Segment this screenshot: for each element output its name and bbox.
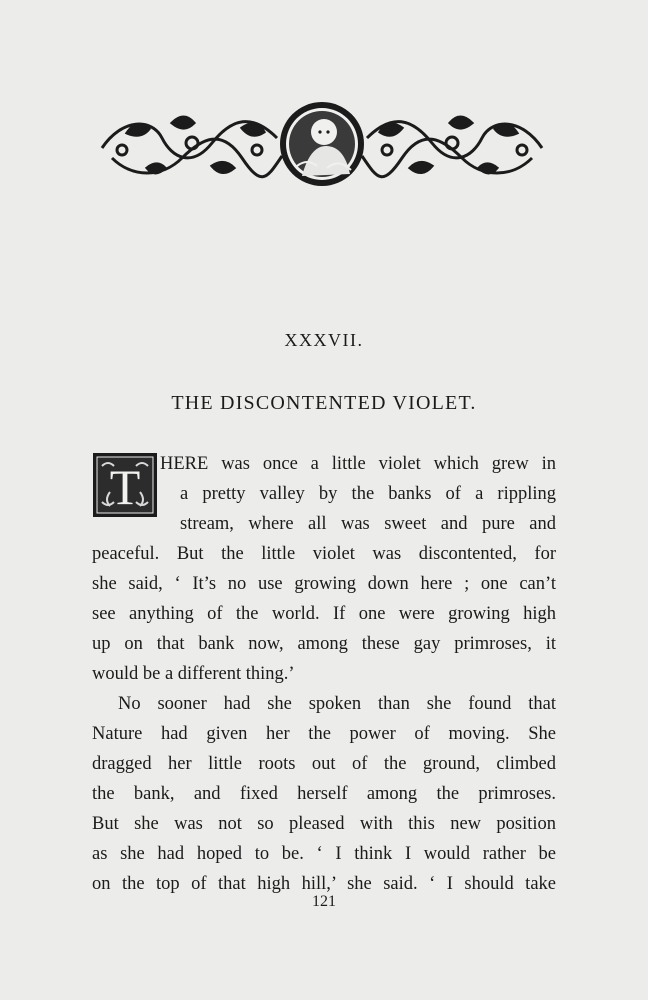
right-scrollwork	[362, 117, 542, 177]
left-scrollwork	[102, 117, 282, 177]
text-line: on the top of that high hill,’ she said. ‘ I should take	[92, 874, 556, 894]
text-line: the bank, and fixed herself among the primroses.	[92, 784, 556, 804]
center-medallion	[280, 102, 364, 186]
floral-headpiece-ornament	[92, 88, 552, 200]
text-line: see anything of the world. If one were growing high	[92, 604, 556, 624]
text-line: stream, where all was sweet and pure and	[180, 514, 556, 534]
text-line: she said, ‘ It’s no use growing down here ; one can’t	[92, 574, 556, 594]
text-line: would be a different thing.’	[92, 664, 295, 684]
drop-cap-initial	[92, 452, 158, 518]
text-line: Nature had given her the power of moving. She	[92, 724, 556, 744]
text-line: as she had hoped to be. ‘ I think I would rather be	[92, 844, 556, 864]
chapter-title: THE DISCONTENTED VIOLET.	[171, 392, 477, 414]
text-line: up on that bank now, among these gay primroses, it	[92, 634, 556, 654]
text-line: HERE was once a little violet which grew in	[160, 454, 556, 474]
text-line: No sooner had she spoken than she found that	[118, 694, 556, 714]
drop-cap-letter: T	[109, 459, 141, 515]
chapter-number: XXXVII.	[284, 330, 364, 350]
text-line: dragged her little roots out of the ground, climbed	[92, 754, 556, 774]
text-line: peaceful. But the little violet was discontented, for	[92, 544, 556, 564]
text-line: a pretty valley by the banks of a rippling	[180, 484, 556, 504]
page-number: 121	[312, 893, 336, 910]
text-line: But she was not so pleased with this new position	[92, 814, 556, 834]
